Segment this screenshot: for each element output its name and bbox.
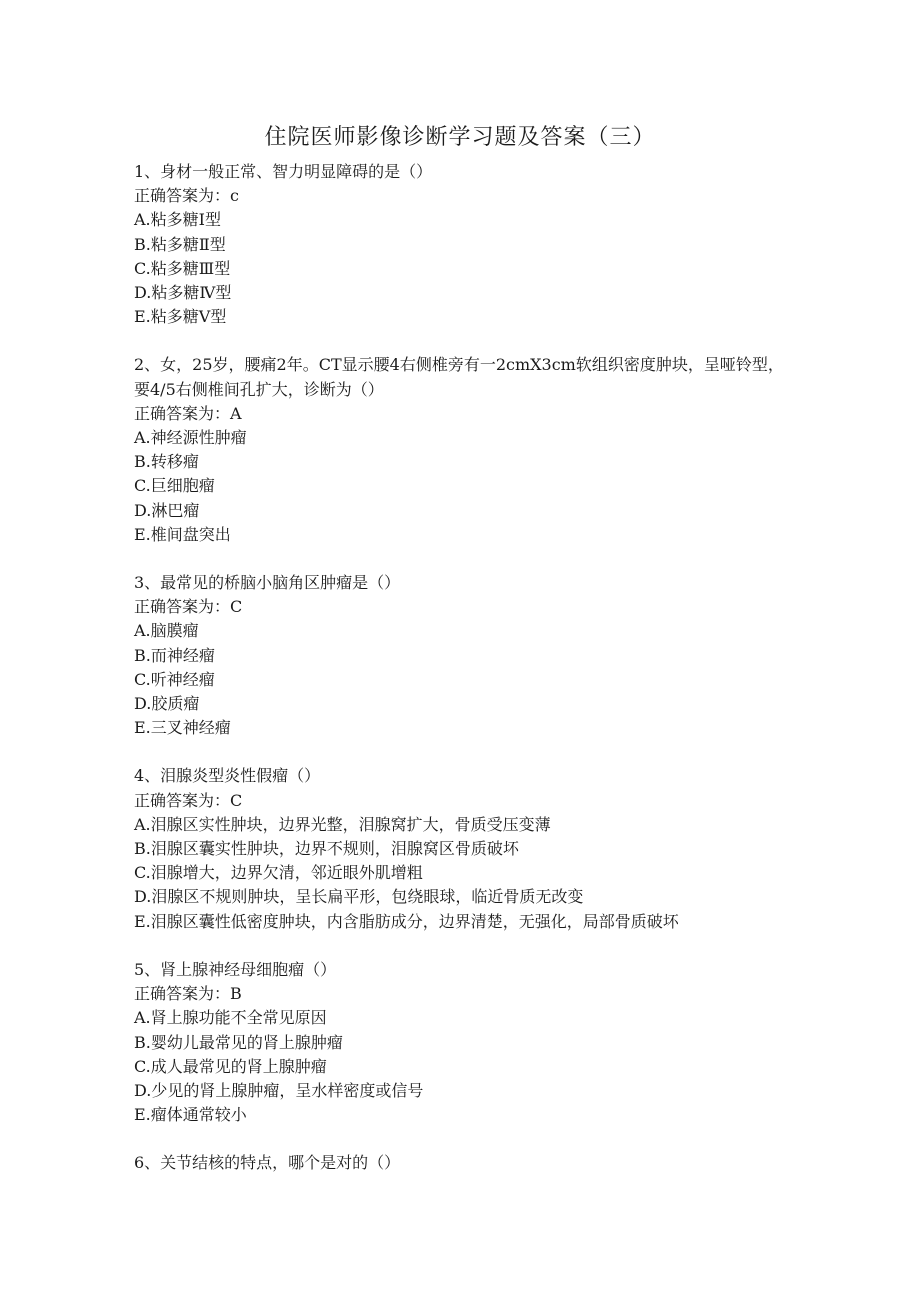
option-e: E.椎间盘突出 (134, 524, 231, 544)
option-a: A.粘多糖Ⅰ型 (134, 210, 221, 230)
question-list (134, 160, 834, 1200)
option-b: B.转移瘤 (134, 452, 199, 472)
answer-line (134, 402, 834, 426)
option-list (134, 813, 834, 934)
question-4 (134, 764, 834, 933)
option-e: E.泪腺区囊性低密度肿块，内含脂肪成分，边界清楚，无强化，局部骨质破坏 (134, 911, 679, 931)
answer-line (134, 184, 834, 208)
option-a: A.泪腺区实性肿块，边界光整，泪腺窝扩大，骨质受压变薄 (134, 814, 551, 834)
option-d: D.胶质瘤 (134, 694, 200, 714)
question-6 (134, 1151, 834, 1175)
answer-value: A (230, 403, 242, 423)
option-list (134, 426, 834, 547)
option-d: D.淋巴瘤 (134, 500, 200, 520)
question-text: 3、最常见的桥脑小脑角区肿瘤是（） (134, 573, 401, 593)
option-c: C.粘多糖Ⅲ型 (134, 258, 231, 278)
option-d: D.泪腺区不规则肿块，呈长扁平形，包绕眼球，临近骨质无改变 (134, 887, 584, 907)
option-e: E.粘多糖Ⅴ型 (134, 307, 227, 327)
question-text: 4、泪腺炎型炎性假瘤（） (134, 766, 321, 786)
document-title: 住院医师影像诊断学习题及答案（三） (264, 125, 656, 150)
answer-value: C (230, 597, 243, 617)
question-text: 2、女，25岁，腰痛2年。CT显示腰4右侧椎旁有一2cmX3cm软组织密度肿块，呈哑铃型，要4/5右侧椎间孔扩大，诊断为（） (134, 355, 784, 399)
answer-line (134, 595, 834, 619)
option-a: A.脑膜瘤 (134, 621, 199, 641)
option-list (134, 1006, 834, 1127)
option-c: C.巨细胞瘤 (134, 476, 215, 496)
answer-prefix: 正确答案为： (134, 186, 231, 206)
question-text: 5、肾上腺神经母细胞瘤（） (134, 959, 337, 979)
option-b: B.泪腺区囊实性肿块，边界不规则，泪腺窝区骨质破坏 (134, 839, 519, 859)
answer-prefix: 正确答案为： (134, 984, 231, 1004)
option-list (134, 208, 834, 329)
answer-prefix: 正确答案为： (134, 597, 231, 617)
option-c: C.听神经瘤 (134, 669, 215, 689)
option-list (134, 619, 834, 740)
question-text: 6、关节结核的特点，哪个是对的（） (134, 1153, 401, 1173)
answer-value: c (230, 186, 239, 206)
answer-value: C (230, 790, 243, 810)
option-d: D.少见的肾上腺肿瘤，呈水样密度或信号 (134, 1080, 424, 1100)
answer-value: B (230, 984, 242, 1004)
question-text: 1、身材一般正常、智力明显障碍的是（） (134, 162, 433, 181)
option-e: E.瘤体通常较小 (134, 1105, 247, 1125)
answer-line (134, 982, 834, 1006)
option-c: C.成人最常见的肾上腺肿瘤 (134, 1056, 327, 1076)
option-a: A.神经源性肿瘤 (134, 428, 247, 448)
question-3 (134, 571, 834, 740)
option-d: D.粘多糖Ⅳ型 (134, 283, 232, 303)
question-1 (134, 160, 834, 329)
answer-prefix: 正确答案为： (134, 403, 231, 423)
answer-prefix: 正确答案为： (134, 790, 231, 810)
question-2 (134, 353, 834, 547)
option-c: C.泪腺增大，边界欠清，邻近眼外肌增粗 (134, 863, 423, 883)
option-b: B.粘多糖Ⅱ型 (134, 234, 226, 254)
option-b: B.而神经瘤 (134, 645, 215, 665)
question-5 (134, 958, 834, 1127)
answer-line (134, 789, 834, 813)
option-b: B.婴幼儿最常见的肾上腺肿瘤 (134, 1032, 343, 1052)
option-e: E.三叉神经瘤 (134, 718, 231, 738)
option-a: A.肾上腺功能不全常见原因 (134, 1008, 327, 1028)
